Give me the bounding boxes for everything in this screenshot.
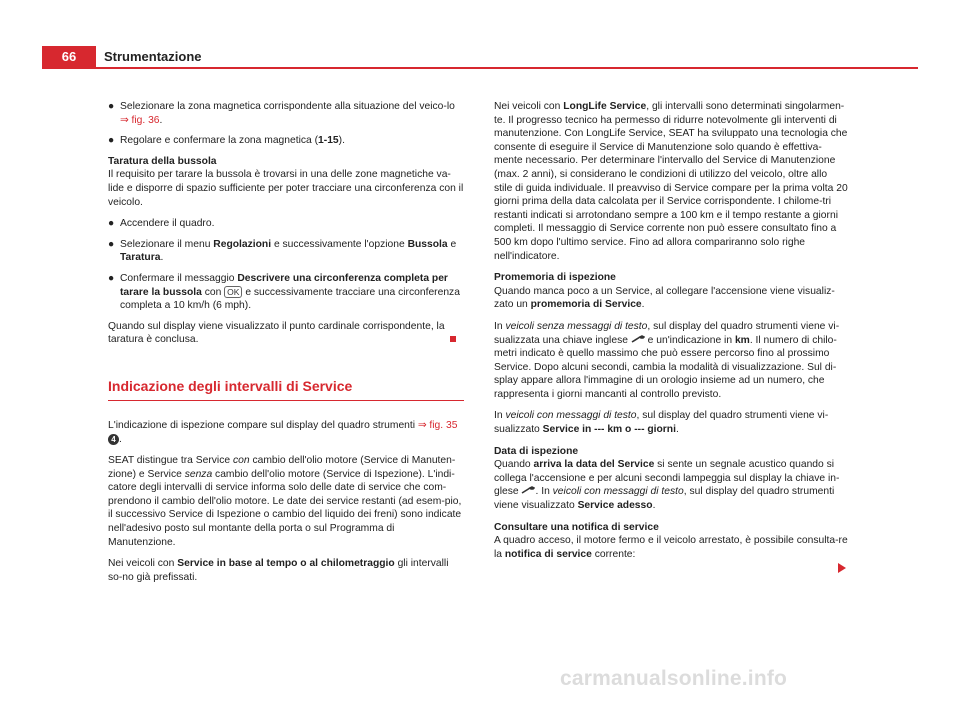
left-column [108, 100, 464, 592]
bullet-select-zone: ● Selezionare la zona magnetica corrispondente alla situazione del veico-lo ⇒ fig. 36. [108, 101, 455, 126]
bullet-text: Selezionare la zona magnetica corrispondente alla situazione del veico-lo [120, 101, 455, 112]
paragraph-consultare [494, 534, 848, 561]
bullet-text-mid: con [201, 286, 225, 298]
text: , sul display del quadro strumenti viene vi-sualizzata una chiave inglese [494, 320, 840, 346]
text: . [641, 299, 645, 311]
heading-consultare: Consultare una notifica di service [494, 521, 659, 533]
chapter-title: Strumentazione [104, 49, 202, 64]
bullet-icon: ● [108, 101, 115, 112]
text: . In [535, 486, 553, 498]
text: Nei veicoli con [494, 101, 564, 112]
bold-service-message: Service in --- km o --- giorni [542, 424, 676, 436]
page-number: 66 [42, 46, 96, 68]
italic-con: con [232, 455, 250, 467]
watermark: carmanualsonline.info [560, 667, 788, 690]
bold-service-adesso: Service adesso [577, 500, 653, 512]
heading-promemoria: Promemoria di ispezione [494, 272, 616, 284]
callout-circle-icon: 4 [108, 434, 119, 445]
paragraph-data-ispezione [494, 458, 848, 512]
section-title-service: Indicazione degli intervalli di Service [108, 377, 464, 401]
bullet-text-and: e [447, 238, 457, 250]
bullet-text: Confermare il messaggio [120, 272, 238, 284]
menu-regolazioni: Regolazioni [213, 238, 272, 250]
text: , gli intervalli sono determinati singolarmen-te. Il progresso tecnico ha permesso di ridurre notevolmente gli interventi di manutenzione. Con LongLife Service, SEAT ha sviluppato una tecnologia che consente di eseguire il Service di Manutenzione solo quando è effettiva-mente necessario. Per determinare l'intervallo del Service di Manutenzione (max. 2 anni), si considerano le condizioni di utilizzo del veicolo, oltre allo stile di guida individuale. Il preavviso di Service compare per la prima volta 20 giorni prima della data calcolata per il Service corrispondente. I chilome-tri restanti indicati si arrotondano sempre a 100 km e il tempo restante a giorni completi. Il messaggio di Service corrente non può essere consultato fino a 500 km dopo l'ultimo service. Fino ad allora compariranno solo righe nell'indicatore. [494, 101, 848, 262]
bold-notifica: notifica di service [504, 548, 592, 560]
bold-longlife: LongLife Service [563, 101, 647, 112]
paragraph-taratura: Il requisito per tarare la bussola è trovarsi in una delle zone magnetiche va-lide e disporre di spazio sufficiente per poter tracciare una circonferenza con il veicolo. [108, 169, 464, 208]
end-square-icon [450, 336, 456, 342]
text: Quando [494, 459, 534, 471]
paragraph-text-messages [494, 409, 848, 436]
italic-text: veicoli con messaggi di testo [505, 410, 637, 422]
option-bussola: Bussola [407, 238, 448, 250]
italic-senza: senza [184, 468, 213, 480]
heading-data-ispezione: Data di ispezione [494, 445, 579, 457]
italic-text: veicoli con messaggi di testo [552, 486, 684, 498]
text: Nei veicoli con [108, 558, 178, 570]
bullet-confirm-message [108, 272, 464, 313]
text: cambio dell'olio motore (Service di Ispezione). L'indi-catore degli intervalli di service informa solo delle date di service che com-prendono il cambio dell'olio motore. Le date dei service restanti (ad esem-pio, il successivo Service di Ispezione o cambio del liquido dei freni) sono indicate nell'adesivo posto sul montante della porta o sul Programma di Manutenzione. [108, 468, 462, 548]
paragraph-promemoria [494, 285, 848, 312]
bullet-icon: ● [108, 238, 115, 250]
ok-key: OK [224, 286, 242, 298]
text: In [494, 410, 506, 422]
option-taratura: Taratura [120, 252, 161, 264]
bullet-text-end: e successivamente tracciare una circonferenza completa a 10 km/h (6 mph). [120, 286, 460, 312]
text: . [675, 424, 679, 436]
heading-taratura: Taratura della bussola [108, 155, 217, 167]
text: . Il numero di chilo-metri indicato è quello massimo che può essere percorso fino al prossimo Service. Dopo alcuni secondi, cambia la modalità di visualizzazione. Sul di-splay appare allora l'immagine di un orologio insieme ad un numero, che rappresenta i giorni mancanti al controllo previsto. [494, 334, 837, 400]
text: e un'indicazione in [644, 334, 735, 346]
right-column [494, 100, 848, 569]
text: . [652, 500, 656, 512]
message-text: Descrivere una circonferenza completa per tarare la bussola [120, 272, 448, 298]
paragraph-fixed-intervals [108, 557, 464, 584]
paragraph-service-types [108, 454, 464, 549]
text: In [494, 320, 506, 332]
zone-range: 1-15 [318, 135, 339, 147]
text: A quadro acceso, il motore fermo e il veicolo arrestato, è possibile consulta-re la [494, 535, 848, 560]
fig-36-link[interactable]: ⇒ fig. 36 [120, 114, 160, 126]
paragraph-calibration-end: Quando sul display viene visualizzato il punto cardinale corrispondente, la taratura è conclusa. [108, 320, 445, 346]
bullet-text-mid: e successivamente l'opzione [271, 238, 408, 250]
text: SEAT distingue tra Service [108, 455, 233, 467]
bullet-ignition [108, 217, 464, 231]
bullet-menu: ● Selezionare il menu Regolazioni e successivamente l'opzione Bussola e Taratura. [108, 238, 457, 264]
text: Quando manca poco a un Service, al collegare l'accensione viene visualiz-zato un [494, 285, 835, 311]
bullet-confirm-zone [108, 134, 464, 148]
bullet-text: Selezionare il menu [120, 238, 214, 250]
bold-promemoria: promemoria di Service [530, 299, 642, 311]
paragraph-inspection-display: L'indicazione di ispezione compare sul display del quadro strumenti ⇒ fig. 35 4 . [108, 419, 458, 445]
fig-35-link[interactable]: ⇒ fig. 35 [417, 419, 458, 431]
header-rule [42, 67, 918, 69]
paragraph-longlife [494, 100, 848, 263]
text: , sul display del quadro strumenti viene visualizzato [494, 486, 835, 512]
bullet-text-end: ). [338, 135, 345, 147]
wrench-icon [521, 485, 535, 499]
bullet-text: Regolare e confermare la zona magnetica ( [120, 135, 319, 147]
bold-arriva: arriva la data del Service [533, 459, 655, 471]
bullet-icon: ● [108, 135, 115, 147]
text: si sente un segnale acustico quando si collega l'accensione e per alcuni secondi lampeggia sul display la chiave in-glese [494, 459, 840, 498]
text: cambio dell'olio motore (Service di Manuten-zione) e Service [108, 455, 456, 480]
text: gli intervalli so-no già prefissati. [108, 558, 449, 583]
wrench-icon [631, 334, 645, 348]
text: corrente: [591, 548, 636, 560]
bullet-icon: ● [108, 272, 115, 284]
text: L'indicazione di ispezione compare sul display del quadro strumenti [108, 419, 418, 431]
bullet-text: Accendere il quadro. [120, 218, 215, 230]
bold-service-type: Service in base al tempo o al chilometraggio [177, 558, 395, 570]
bold-km: km [734, 334, 750, 346]
bullet-icon: ● [108, 218, 115, 230]
paragraph-no-text-messages [494, 320, 848, 402]
text: , sul display del quadro strumenti viene vi-sualizzato [494, 410, 829, 436]
italic-no-text: veicoli senza messaggi di testo [505, 320, 648, 332]
arrow-right-icon [838, 563, 846, 573]
